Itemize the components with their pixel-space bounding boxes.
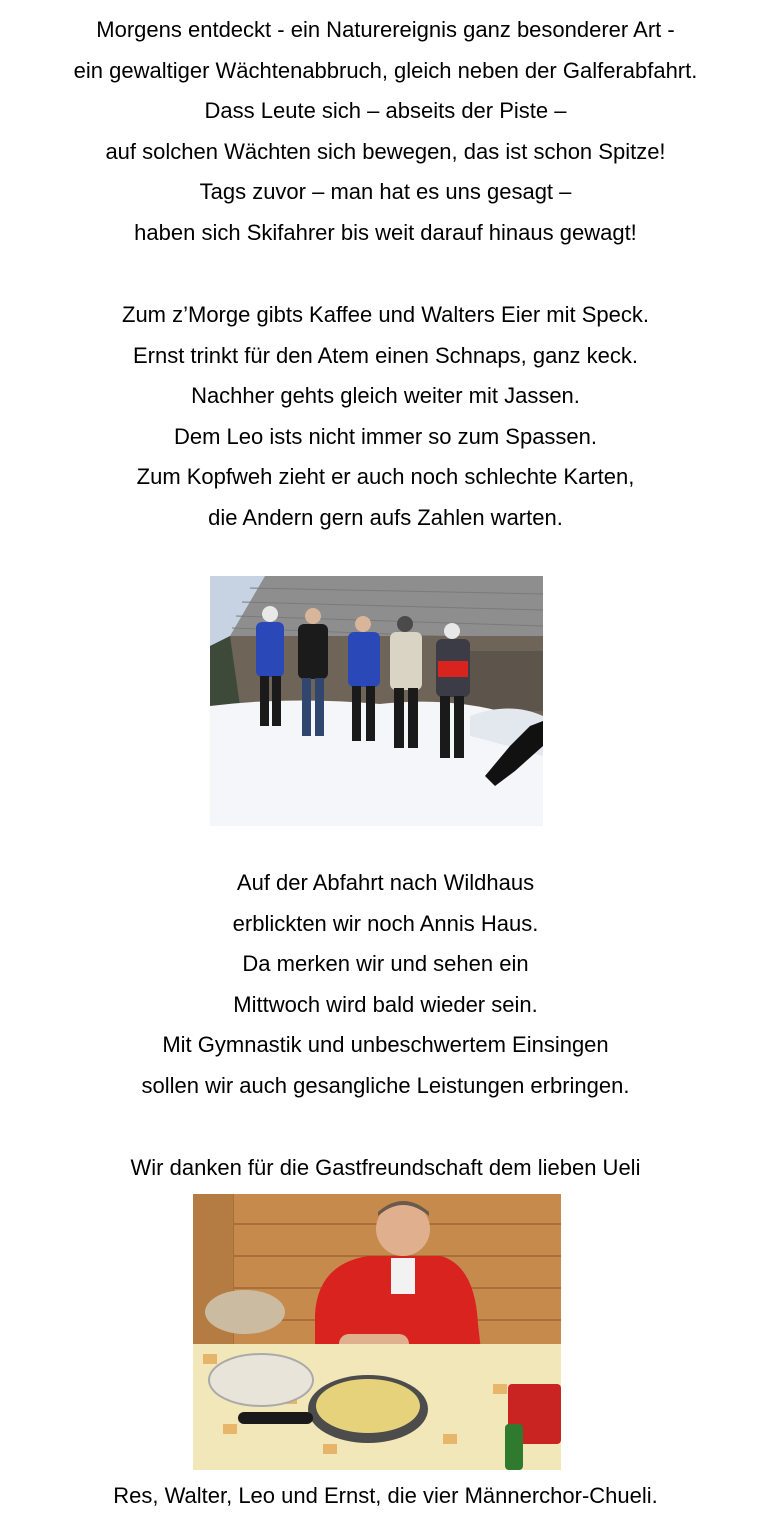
poem-line: die Andern gern aufs Zahlen warten. (208, 504, 563, 530)
poem-line: Dass Leute sich – abseits der Piste – (204, 98, 567, 124)
poem-line: Dem Leo ists nicht immer so zum Spassen. (173, 423, 598, 449)
poem-stanza-1 (0, 10, 771, 254)
poem-line: erblickten wir noch Annis Haus. (232, 910, 539, 936)
poem-thanks (0, 1148, 771, 1189)
poem-line: Da merken wir und sehen ein (242, 951, 529, 977)
poem-line: Nachher gehts gleich weiter mit Jassen. (191, 383, 580, 409)
poem-line: Auf der Abfahrt nach Wildhaus (236, 870, 535, 895)
poem-line: Tags zuvor – man hat es uns gesagt – (199, 179, 572, 205)
poem-line: Mittwoch wird bald wieder sein. (233, 991, 538, 1017)
poem-line: haben sich Skifahrer bis weit darauf hinaus gewagt! (134, 219, 637, 245)
poem-line: Zum Kopfweh zieht er auch noch schlechte Karten, (136, 464, 635, 490)
poem-line: Ernst trinkt für den Atem einen Schnaps, ganz keck. (132, 342, 639, 368)
poem-stanza-3 (0, 863, 771, 1107)
poem-line: Zum z’Morge gibts Kaffee und Walters Eier mit Speck. (122, 302, 649, 327)
poem-stanza-2 (0, 295, 771, 539)
host-photo-table (193, 1194, 561, 1470)
poem-line: ein gewaltiger Wächtenabbruch, gleich neben der Galferabfahrt. (73, 57, 698, 83)
poem-line: Res, Walter, Leo und Ernst, die vier Männerchor-Chueli. (113, 1483, 658, 1508)
group-photo-snow (210, 576, 543, 826)
poem-line: auf solchen Wächten sich bewegen, das ist schon Spitze! (105, 138, 666, 164)
poem-line: Morgens entdeckt - ein Naturereignis ganz besonderer Art - (96, 17, 675, 42)
poem-line: Mit Gymnastik und unbeschwertem Einsingen (162, 1032, 609, 1058)
poem-line: Wir danken für die Gastfreundschaft dem lieben Ueli (130, 1155, 641, 1180)
poem-closing (0, 1476, 771, 1517)
poem-line: sollen wir auch gesangliche Leistungen erbringen. (141, 1072, 630, 1098)
